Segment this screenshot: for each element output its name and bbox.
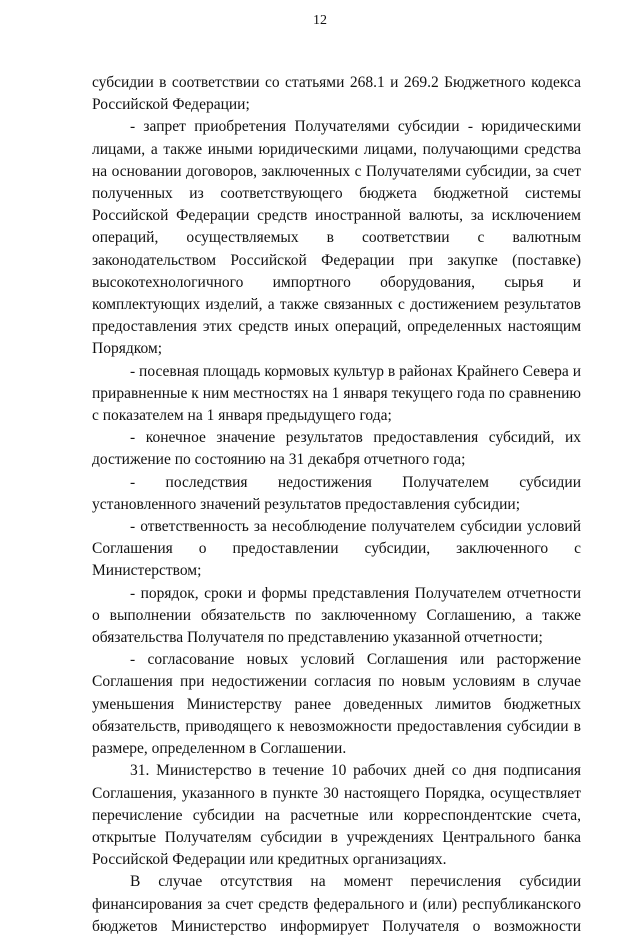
paragraph-final-results: - конечное значение результатов предоставления субсидий, их достижение по состоянию на 31 декабря отчетного года; bbox=[92, 429, 581, 469]
paragraph-funding-absence: В случае отсутствия на момент перечисления субсидии финансирования за счет средств федерального и (или) республиканского бюджетов Министерство информирует Получателя о возможности bbox=[92, 873, 581, 935]
paragraph-reporting: - порядок, сроки и формы представления Получателем отчетности о выполнении обязательств по заключенному Соглашению, а также обязательства Получателя по представлению указанной отчетности; bbox=[92, 584, 581, 647]
paragraph-sown-area: - посевная площадь кормовых культур в районах Крайнего Севера и приравненные к ним местностях на 1 января текущего года по сравнению с показателем на 1 января предыдущего года; bbox=[92, 362, 581, 425]
paragraph-point-31: 31. Министерство в течение 10 рабочих дней со дня подписания Соглашения, указанного в пункте 30 настоящего Порядка, осуществляет перечисление субсидии на расчетные или корреспондентские счета, открытые Получателям субсидии в учреждениях Центрального банка Российской Федерации или кредитных организациях. bbox=[92, 762, 581, 869]
paragraph-agreement-changes: - согласование новых условий Соглашения или расторжение Соглашения при недостижении согласия по новым условиям в случае уменьшения Министерству ранее доведенных лимитов бюджетных обязательств, приводящего к невозможности предоставления субсидии в размере, определенном в Соглашении. bbox=[92, 651, 581, 758]
paragraph-foreign-currency-ban: - запрет приобретения Получателями субсидии - юридическими лицами, а также иными юридическими лицами, получающими средства на основании договоров, заключенных с Получателями субсидии, за счет полученных из соответствующего бюджета бюджетной системы Российской Федерации средств иностранной валюты, за исключением операций, осуществляемых в соответствии с валютным законодательством Российской Федерации при закупке (поставке) высокотехнологичного импортного оборудования, сырья и комплектующих изделий, а также связанных с достижением результатов предоставления этих средств иных операций, определенных настоящим Порядком; bbox=[92, 118, 581, 358]
page-number: 12 bbox=[313, 13, 327, 28]
paragraph-responsibility: - ответственность за несоблюдение получателем субсидии условий Соглашения о предоставлении субсидии, заключенного с Министерством; bbox=[92, 518, 581, 580]
document-body bbox=[92, 72, 581, 938]
paragraph-subsidy-continuation: субсидии в соответствии со статьями 268.1 и 269.2 Бюджетного кодекса Российской Федерации; bbox=[92, 74, 581, 114]
paragraph-consequences: - последствия недостижения Получателем субсидии установленного значений результатов предоставления субсидии; bbox=[92, 473, 581, 513]
